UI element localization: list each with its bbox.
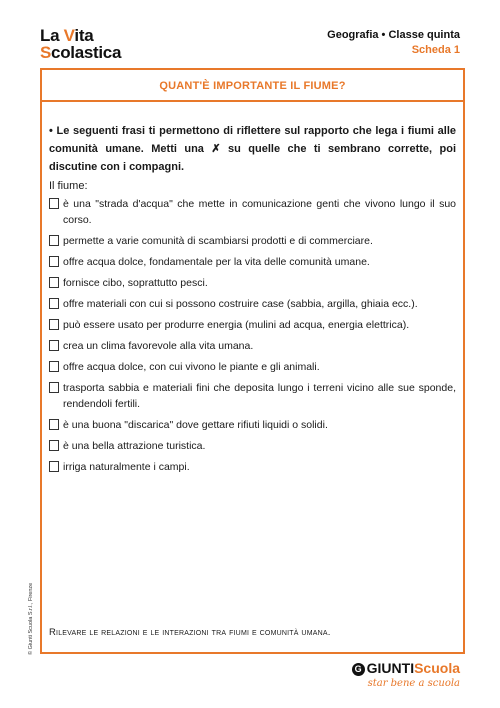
checkbox[interactable] (49, 198, 59, 209)
statement-text: può essere usato per produrre energia (mulini ad acqua, energia elettrica). (63, 319, 410, 331)
list-item (49, 359, 456, 375)
list-item (49, 380, 456, 412)
checkbox[interactable] (49, 319, 59, 330)
brand-slogan: star bene a scuola (367, 678, 460, 689)
list-lead: Il fiume: (49, 180, 88, 192)
publisher-brand: G GIUNTIScuola star bene a scuola (352, 660, 460, 692)
list-item (49, 317, 456, 333)
checkbox[interactable] (49, 256, 59, 267)
checkbox[interactable] (49, 277, 59, 288)
list-item (49, 296, 456, 312)
list-item (49, 338, 456, 354)
list-item (49, 233, 456, 249)
checkbox[interactable] (49, 298, 59, 309)
statement-text: è una buona "discarica" dove gettare rifiuti liquidi o solidi. (63, 419, 328, 431)
checkbox[interactable] (49, 235, 59, 246)
statement-text: irriga naturalmente i campi. (63, 461, 190, 473)
checkbox[interactable] (49, 419, 59, 430)
header-info (327, 28, 460, 58)
list-item (49, 438, 456, 454)
statement-text: è una bella attrazione turistica. (63, 440, 206, 452)
list-item (49, 275, 456, 291)
checkbox[interactable] (49, 340, 59, 351)
giunti-logo-icon: G (352, 663, 365, 676)
statement-text: trasporta sabbia e materiali fini che deposita lungo i terreni vicino alle sue sponde, rendendoli fertili. (63, 382, 456, 410)
statement-text: crea un clima favorevole alla vita umana. (63, 340, 254, 352)
statement-text: offre acqua dolce, con cui vivono le piante e gli animali. (63, 361, 320, 373)
statement-list (49, 196, 456, 480)
list-item (49, 459, 456, 475)
instructions: • Le seguenti frasi ti permettono di riflettere sul rapporto che lega i fiumi alle comunità umane. Metti una ✗ su quelle che ti sembrano corrette, poi discutine con i compagni. (49, 125, 456, 173)
list-item (49, 254, 456, 270)
list-item (49, 417, 456, 433)
list-item (49, 196, 456, 228)
statement-text: permette a varie comunità di scambiarsi prodotti e di commerciare. (63, 235, 373, 247)
title-divider (42, 100, 463, 102)
copyright-note: © Giunti Scuola S.r.l., Firenze (28, 582, 34, 655)
statement-text: offre materiali con cui si possono costruire case (sabbia, argilla, ghiaia ecc.). (63, 298, 418, 310)
worksheet-card (40, 68, 465, 654)
worksheet-title: QUANT'È IMPORTANTE IL FIUME? (159, 80, 346, 92)
sheet-label: Scheda 1 (411, 44, 460, 56)
checkbox[interactable] (49, 461, 59, 472)
statement-text: è una "strada d'acqua" che mette in comunicazione genti che vivono lungo il suo corso. (63, 198, 456, 226)
objective-footer: Rilevare le relazioni e le interazioni tra fiumi e comunità umana. (49, 627, 331, 638)
checkbox[interactable] (49, 361, 59, 372)
checkbox[interactable] (49, 382, 59, 393)
statement-text: fornisce cibo, soprattutto pesci. (63, 277, 208, 289)
logo: La Vita Scolastica (40, 26, 122, 62)
statement-text: offre acqua dolce, fondamentale per la vita delle comunità umane. (63, 256, 370, 268)
subject-label: Geografia • Classe quinta (327, 29, 460, 41)
checkbox[interactable] (49, 440, 59, 451)
